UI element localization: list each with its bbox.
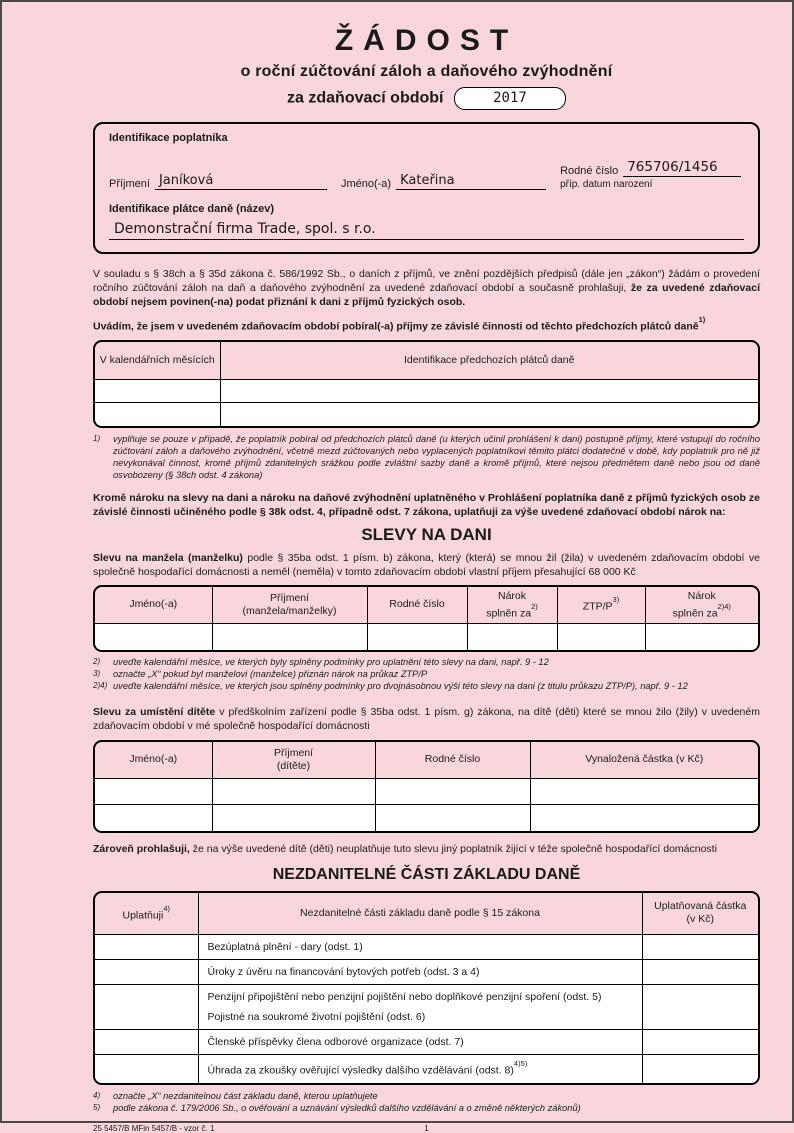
col-header-claimed-amount: [642, 893, 758, 935]
col-header-claim-months: [467, 587, 557, 624]
col-header-birth-number: Rodné číslo: [375, 742, 530, 779]
surname-field[interactable]: Janíková: [155, 173, 327, 190]
col-header-surname: [212, 587, 367, 624]
child-firstname-input-cell[interactable]: [95, 805, 212, 831]
table-row: [95, 779, 758, 805]
apply-mark-cell[interactable]: [95, 960, 198, 985]
firstname-field[interactable]: Kateřina: [396, 173, 546, 190]
nontaxable-footnotes: [93, 1090, 760, 1114]
table-row: [95, 1055, 758, 1083]
child-amount-input-cell[interactable]: [530, 779, 758, 805]
form-number: 25 5457/B MFin 5457/B - vzor č. 1: [93, 1123, 215, 1133]
payer-identification-input-cell[interactable]: [220, 403, 758, 426]
birth-number-label: Rodné číslo: [560, 165, 619, 177]
item-text: Úroky z úvěru na financování bytových potřeb (odst. 3 a 4): [207, 966, 480, 978]
request-paragraph: [93, 267, 760, 309]
surname-field-group: [109, 173, 327, 190]
col-header-surname: [212, 742, 375, 779]
taxpayer-identification-label: Identifikace poplatníka: [109, 132, 228, 144]
claim2-header-line1: Nárok: [687, 589, 716, 602]
table-row: [95, 403, 758, 426]
page-subtitle: o roční zúčtování záloh a daňového zvýhodnění: [240, 63, 613, 80]
amount-header-line2: (v Kč): [686, 913, 714, 926]
table-row: [95, 960, 758, 985]
apply-mark-cell[interactable]: [95, 1030, 198, 1055]
item-label-cell: [198, 960, 642, 985]
table-row: [95, 624, 758, 650]
spouse-footnotes: [93, 656, 760, 692]
footnote-text: uveďte kalendářní měsíce, ve kterých jsou splněny podmínky pro dvojnásobnou výši této slevy na dani (z titulu průkazu ZTP/P), např. 9 - 12: [113, 680, 688, 691]
page-number: 1: [424, 1123, 429, 1133]
claim-header-line1: Nárok: [497, 589, 526, 602]
form-header: [93, 2, 760, 110]
table-row: [95, 1030, 758, 1055]
footnote-marker: 2): [93, 656, 101, 666]
footnote-ref-2-4: 2)4): [717, 601, 731, 611]
tax-credits-heading: SLEVY NA DANI: [361, 524, 492, 544]
apply-mark-cell[interactable]: [95, 935, 198, 960]
child-table: [93, 740, 760, 833]
spouse-credit-paragraph: [93, 551, 760, 579]
footnote-text: podle zákona č. 179/2006 Sb., o ověřování a uznávání výsledků dalšího vzdělávání a o změně některých zákonů): [113, 1102, 581, 1113]
item-text: Členské příspěvky člena odborové organizace (odst. 7): [207, 1036, 464, 1048]
table-row: [95, 985, 758, 1030]
footnote-1: [93, 433, 760, 481]
col-header-apply: [95, 893, 198, 935]
col-header-months: V kalendářních měsících: [95, 342, 220, 380]
footnote-marker: 5): [93, 1102, 101, 1112]
spouse-ztp-input-cell[interactable]: [557, 624, 645, 650]
childcare-credit-paragraph: [93, 705, 760, 733]
previous-payers-table: [93, 340, 760, 428]
item-text: Úhrada za zkoušky ověřující výsledky dalšího vzdělávání (odst. 8): [207, 1064, 514, 1077]
item-label-cell: [198, 1055, 642, 1083]
apply-header-label: Uplatňuji: [122, 909, 164, 921]
surname-header-line1: Příjmení: [273, 746, 314, 759]
col-header-firstname: Jméno(-a): [95, 742, 212, 779]
amount-input-cell[interactable]: [642, 1055, 758, 1083]
surname-header-line2: (dítěte): [276, 759, 311, 772]
previous-payers-statement: [93, 316, 760, 334]
footnote-ref-1: 1): [698, 315, 706, 324]
item-text: Penzijní připojištění nebo penzijní pojištění nebo doplňkové penzijní spoření (odst. 5): [207, 991, 602, 1003]
spouse-claim-months-input-cell[interactable]: [467, 624, 557, 650]
nontaxable-heading: NEZDANITELNÉ ČÁSTI ZÁKLADU DANĚ: [272, 865, 581, 883]
ztp-header-label: ZTP/P: [582, 600, 613, 613]
page-title: ŽÁDOST: [334, 24, 519, 57]
spouse-table: [93, 585, 760, 652]
spouse-credit-text: podle § 35ba odst. 1 písm. b) zákona, který (která) se mnou žil (žila) v uvedeném zdaňovacím období ve společně hospodařící domácnosti a neměl (neměla) v tomto zdaňovacím období vlastní příjem přesahující 68 000 Kč: [93, 551, 760, 578]
months-input-cell[interactable]: [95, 403, 220, 426]
footnote-marker: 1): [93, 433, 101, 443]
declaration-lead: Zároveň prohlašuji,: [93, 842, 190, 855]
declaration-paragraph: [93, 842, 760, 856]
apply-mark-cell[interactable]: [95, 1055, 198, 1083]
surname-header-line1: Příjmení: [269, 591, 310, 604]
period-year-field[interactable]: 2017: [454, 87, 566, 110]
amount-input-cell[interactable]: [642, 985, 758, 1030]
birth-number-field[interactable]: 765706/1456: [623, 159, 741, 177]
apply-mark-cell[interactable]: [95, 985, 198, 1030]
birth-date-note: příp. datum narození: [560, 179, 653, 190]
col-header-birth-number: Rodné číslo: [367, 587, 467, 624]
childcare-credit-text: v předškolním zařízení podle § 35ba odst. 1 písm. g) zákona, na dítě (děti) které se mnou žilo (žily) v uvedeném zdaňovacím období v mé společně hospodařící domácnosti: [93, 705, 760, 732]
spouse-birth-number-input-cell[interactable]: [367, 624, 467, 650]
amount-input-cell[interactable]: [642, 935, 758, 960]
child-surname-input-cell[interactable]: [212, 779, 375, 805]
firstname-label: Jméno(-a): [340, 178, 392, 190]
months-input-cell[interactable]: [95, 380, 220, 403]
item-label-cell: [198, 935, 642, 960]
item-label-cell: [198, 985, 642, 1030]
footnote-text: označte „X“ nezdanitelnou část základu daně, kterou uplatňujete: [113, 1090, 378, 1101]
claims-intro-paragraph: Kromě nároku na slevy na dani a nároku na daňové zvýhodnění uplatněného v Prohlášení poplatníka daně z příjmů fyzických osob ze závislé činnosti učiněného podle § 38k odst. 4, případně odst. 7 zákona, uplatňuji za výše uvedené zdaňovací období nárok na:: [93, 491, 760, 518]
footnote-ref-4-5: 4)5): [513, 1059, 528, 1068]
spouse-surname-input-cell[interactable]: [212, 624, 367, 650]
birth-number-field-group: [560, 159, 741, 190]
period-label: za zdaňovací období: [287, 89, 444, 107]
col-header-ztp: [557, 587, 645, 624]
table-row: [95, 935, 758, 960]
surname-label: Příjmení: [109, 178, 150, 190]
footnote-text: uveďte kalendářní měsíce, ve kterých byly splněny podmínky pro uplatnění této slevy na dani, např. 9 - 12: [113, 656, 549, 667]
col-header-payer-identification: Identifikace předchozích plátců daně: [220, 342, 758, 380]
child-birth-number-input-cell[interactable]: [375, 805, 530, 831]
child-firstname-input-cell[interactable]: [95, 779, 212, 805]
payer-name-field[interactable]: Demonstrační firma Trade, spol. s r.o.: [109, 218, 744, 240]
spouse-claim-months-double-input-cell[interactable]: [645, 624, 758, 650]
spouse-credit-lead: Slevu na manžela (manželku): [93, 551, 243, 564]
childcare-credit-lead: Slevu za umístění dítěte: [93, 705, 216, 718]
statement-text: Uvádím, že jsem v uvedeném zdaňovacím období pobíral(-a) příjmy ze závislé činnosti od těchto předchozích plátců daně: [93, 320, 699, 333]
footnote-text: označte „X“ pokud byl manželovi (manželce) přiznán nárok na průkaz ZTP/P: [113, 668, 428, 679]
item-text: Pojistné na soukromé životní pojištění (odst. 6): [207, 1011, 426, 1023]
taxpayer-fields-row: [109, 159, 744, 190]
footnote-marker: 4): [93, 1090, 101, 1100]
form-content: [93, 2, 760, 1133]
col-header-items: Nezdanitelné části základu daně podle § 15 zákona: [198, 893, 642, 935]
amount-input-cell[interactable]: [642, 1030, 758, 1055]
payer-identification-label: Identifikace plátce daně (název): [109, 203, 275, 215]
footnote-ref-2: 2): [531, 601, 538, 611]
col-header-claim-months-double: [645, 587, 758, 624]
footnote-marker: 3): [93, 668, 101, 678]
period-row: [93, 87, 760, 110]
table-row: [95, 805, 758, 831]
nontaxable-table: [93, 891, 760, 1085]
identification-box: [93, 122, 760, 254]
amount-input-cell[interactable]: [642, 960, 758, 985]
amount-header-line1: Uplatňovaná částka: [654, 900, 747, 913]
footnote-text: vyplňuje se pouze v případě, že poplatník pobíral od předchozích plátců daně (u kterých učinil prohlášení k dani) postupně příjmy, které vstupují do ročního zúčtování záloh a daňového zvýhodnění, včetně mezd zúčtovaných nebo vyplacených poplatníkovi těmito plátci dodatečně v době, kdy poplatník pro ně již nevykonával činnost, kromě příjmů zdanitelných srážkou podle zvláštní sazby daně a kromě příjmů, které nejsou předmětem daně nebo jsou od daně osvobozeny (§ 38ch odst. 4 zákona): [113, 433, 760, 480]
child-amount-input-cell[interactable]: [530, 805, 758, 831]
firstname-field-group: [341, 173, 546, 190]
col-header-firstname: Jméno(-a): [95, 587, 212, 624]
claim-header-line2: splněn za: [486, 607, 532, 619]
item-label-cell: [198, 1030, 642, 1055]
surname-header-line2: (manžela/manželky): [242, 604, 337, 617]
footnote-marker: 2)4): [93, 680, 108, 690]
table-row: [95, 380, 758, 403]
footnote-ref-3: 3): [612, 595, 620, 604]
child-surname-input-cell[interactable]: [212, 805, 375, 831]
request-text-bold: že za uvedené zdaňovací období nejsem povinen(-na) podat přiznání k dani z příjmů fyzických osob.: [93, 282, 760, 308]
item-text: Bezúplatná plnění - dary (odst. 1): [207, 941, 363, 953]
col-header-amount-spent: Vynaložená částka (v Kč): [530, 742, 758, 779]
payer-identification-input-cell[interactable]: [220, 380, 758, 403]
request-text: V souladu s § 38ch a § 35d zákona č. 586/1992 Sb., o daních z příjmů, ve znění pozdějších předpisů (dále jen „zákon“) žádám o provedení ročního zúčtování záloh na daň a daňového zvýhodnění za uvedené zdaňovací období a současně prohlašuji,: [93, 268, 760, 294]
footnote-ref-4: 4): [163, 903, 171, 913]
child-birth-number-input-cell[interactable]: [375, 779, 530, 805]
declaration-text: že na výše uvedené dítě (děti) neuplatňuje tuto slevu jiný poplatník žijící v téže společně hospodařící domácnosti: [189, 842, 717, 855]
spouse-firstname-input-cell[interactable]: [95, 624, 212, 650]
page-footer: [93, 1124, 760, 1133]
claim2-header-line2: splněn za: [672, 607, 718, 619]
